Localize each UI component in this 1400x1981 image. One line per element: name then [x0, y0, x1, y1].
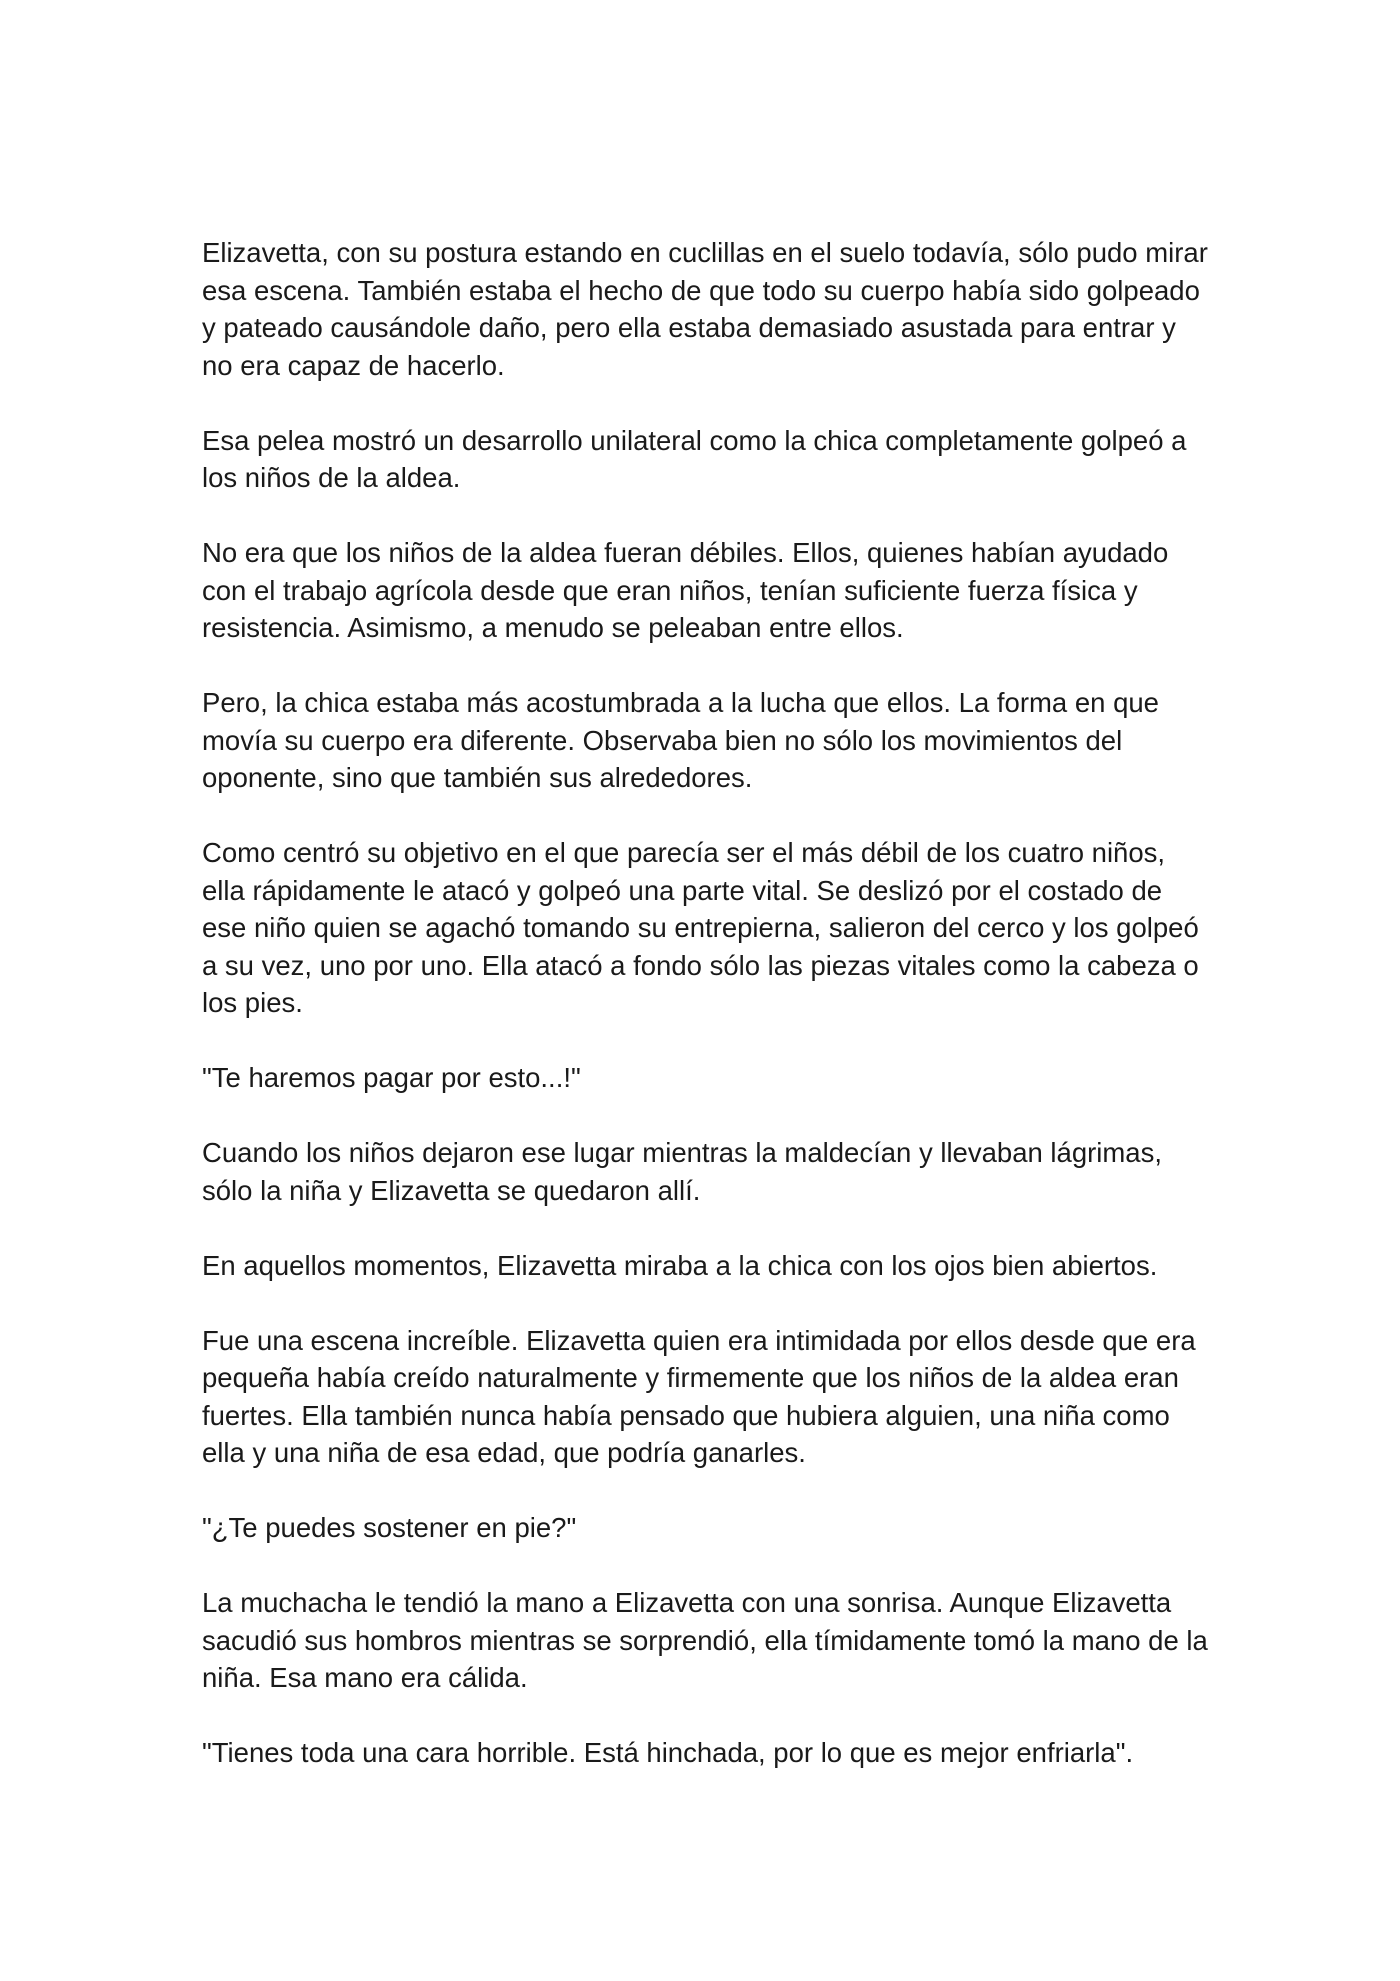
paragraph-3: No era que los niños de la aldea fueran débiles. Ellos, quienes habían ayudado con el trabajo agrícola desde que eran niños, tenían suficiente fuerza física y resistencia. Asimismo, a menudo se peleaban entre ellos.	[202, 537, 1169, 643]
paragraph-10: "¿Te puedes sostener en pie?"	[202, 1512, 577, 1543]
paragraph-2: Esa pelea mostró un desarrollo unilateral como la chica completamente golpeó a los niños de la aldea.	[202, 424, 1187, 493]
paragraph-8: En aquellos momentos, Elizavetta miraba a la chica con los ojos bien abiertos.	[202, 1249, 1158, 1281]
document-body	[202, 234, 1212, 1772]
paragraph-11: La muchacha le tendió la mano a Elizavetta con una sonrisa. Aunque Elizavetta sacudió sus hombros mientras se sorprendió, ella tímidamente tomó la mano de la niña. Esa mano era cálida.	[202, 1587, 1208, 1693]
paragraph-4: Pero, la chica estaba más acostumbrada a la lucha que ellos. La forma en que movía su cuerpo era diferente. Observaba bien no sólo los movimientos del oponente, sino que también sus alrededores.	[202, 687, 1159, 793]
paragraph-12: "Tienes toda una cara horrible. Está hinchada, por lo que es mejor enfriarla".	[202, 1737, 1134, 1768]
paragraph-9: Fue una escena increíble. Elizavetta quien era intimidada por ellos desde que era pequeña había creído naturalmente y firmemente que los niños de la aldea eran fuertes. Ella también nunca había pensado que hubiera alguien, una niña como ella y una niña de esa edad, que podría ganarles.	[202, 1324, 1196, 1468]
paragraph-6: "Te haremos pagar por esto...!"	[202, 1062, 581, 1093]
paragraph-1: Elizavetta, con su postura estando en cuclillas en el suelo todavía, sólo pudo mirar esa escena. También estaba el hecho de que todo su cuerpo había sido golpeado y pateado causándole daño, pero ella estaba demasiado asustada para entrar y no era capaz de hacerlo.	[202, 237, 1208, 381]
paragraph-7: Cuando los niños dejaron ese lugar mientras la maldecían y llevaban lágrimas, sólo la niña y Elizavetta se quedaron allí.	[202, 1137, 1162, 1206]
paragraph-5: Como centró su objetivo en el que parecía ser el más débil de los cuatro niños, ella rápidamente le atacó y golpeó una parte vital. Se deslizó por el costado de ese niño quien se agachó tomando su entrepierna, salieron del cerco y los golpeó a su vez, uno por uno. Ella atacó a fondo sólo las piezas vitales como la cabeza o los pies.	[202, 837, 1199, 1018]
